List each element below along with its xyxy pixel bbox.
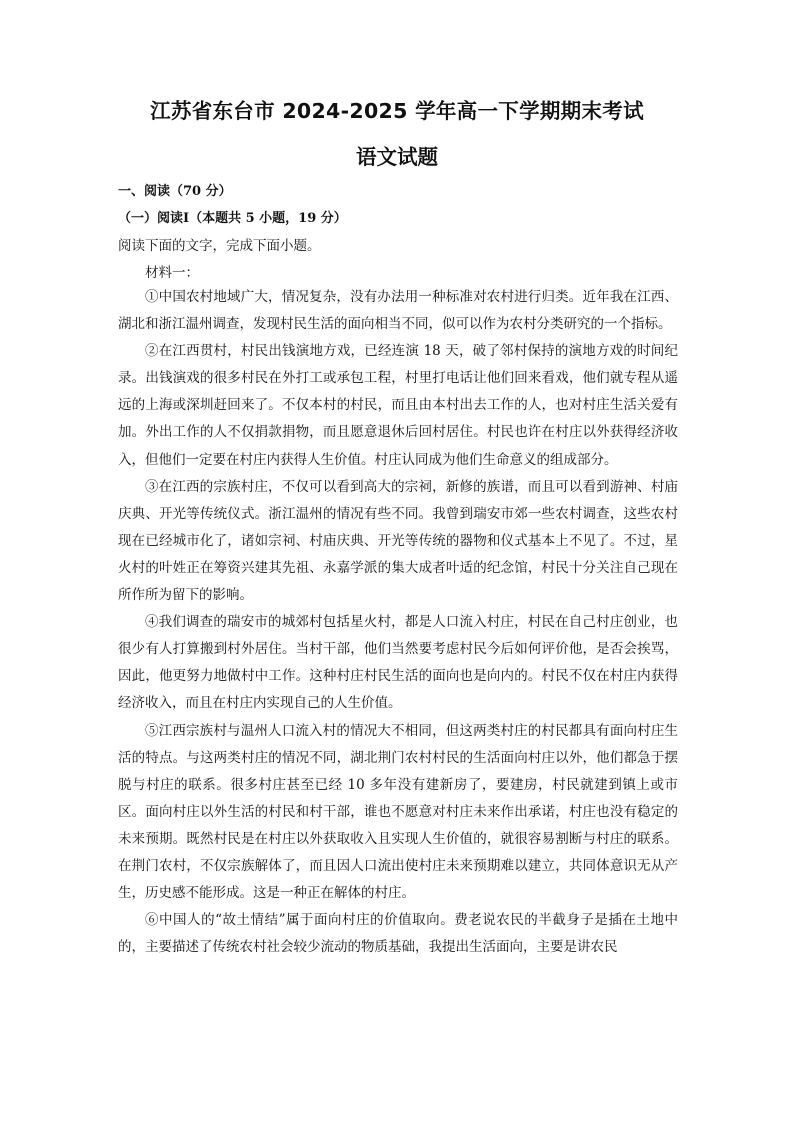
document-subtitle: 语文试题 (356, 145, 438, 169)
document-title: 江苏省东台市 2024-2025 学年高一下学期期末考试 (150, 99, 644, 123)
instruction-text: 阅读下面的文字，完成下面小题。 (118, 238, 321, 254)
subsection-heading: （一）阅读Ⅰ（本题共 5 小题，19 分） (118, 211, 347, 226)
paragraph-4: ④我们调查的瑞安市的城郊村包括星火村，都是人口流入村庄，村民在自己村庄创业，也很少有人打算搬到村外居住。当村干部，他们当然要考虑村民今后如何评价他，是否会挨骂，因此，他更努力地做村中工作。这种村庄村民生活的面向也是向内的。村民不仅在村庄内获得经济收入，而且在村庄内实现自己的人生价值。 (118, 614, 678, 712)
paragraph-6: ⑥中国人的“故土情结”属于面向村庄的价值取向。费老说农民的半截身子是插在土地中的，主要描述了传统农村社会较少流动的物质基础，我提出生活面向，主要是讲农民 (118, 912, 678, 956)
paragraph-2: ②在江西贯村，村民出钱演地方戏，已经连演 18 天，破了邻村保持的演地方戏的时间纪录。出钱演戏的很多村民在外打工或承包工程，村里打电话让他们回来看戏，他们就专程从遥远的上海或深圳赶回来了。不仅本村的村民，而且由本村出去工作的人，也对村庄生活关爱有加。外出工作的人不仅捐款捐物，而且愿意退休后回村居住。村民也许在村庄以外获得经济收入，但他们一定要在村庄内获得人生价值。村庄认同成为他们生命意义的组成部分。 (118, 343, 678, 468)
article-body (118, 284, 678, 961)
paragraph-5: ⑤江西宗族村与温州人口流入村的情况大不相同，但这两类村庄的村民都具有面向村庄生活的特点。与这两类村庄的情况不同，湖北荆门农村村民的生活面向村庄以外，他们都急于摆脱与村庄的联系。很多村庄甚至已经 10 多年没有建新房了，要建房，村民就建到镇上或市区。面向村庄以外生活的村民和村干部，谁也不愿意对村庄未来作出承诺，村庄也没有稳定的未来预期。既然村民是在村庄以外获取收入且实现人生价值的，就很容易割断与村庄的联系。在荆门农村，不仅宗族解体了，而且因人口流出使村庄未来预期难以建立，共同体意识无从产生，历史感不能形成。这是一种正在解体的村庄。 (118, 722, 678, 902)
paragraph-3: ③在江西的宗族村庄，不仅可以看到高大的宗祠，新修的族谱，而且可以看到游神、村庙庆典、开光等传统仪式。浙江温州的情况有些不同。我曾到瑞安市郊一些农村调查，这些农村现在已经城市化了，诸如宗祠、村庙庆典、开光等传统的器物和仪式基本上不见了。不过，星火村的叶姓正在筹资兴建其先祖、永嘉学派的集大成者叶适的纪念馆，村民十分关注自己现在所作所为留下的影响。 (118, 478, 678, 604)
material-label: 材料一： (145, 265, 199, 281)
section-heading: 一、阅读（70 分） (118, 184, 232, 199)
paragraph-1: ①中国农村地域广大，情况复杂，没有办法用一种标准对农村进行归类。近年我在江西、湖北和浙江温州调查，发现村民生活的面向相当不同，似可以作为农村分类研究的一个指标。 (118, 289, 678, 333)
